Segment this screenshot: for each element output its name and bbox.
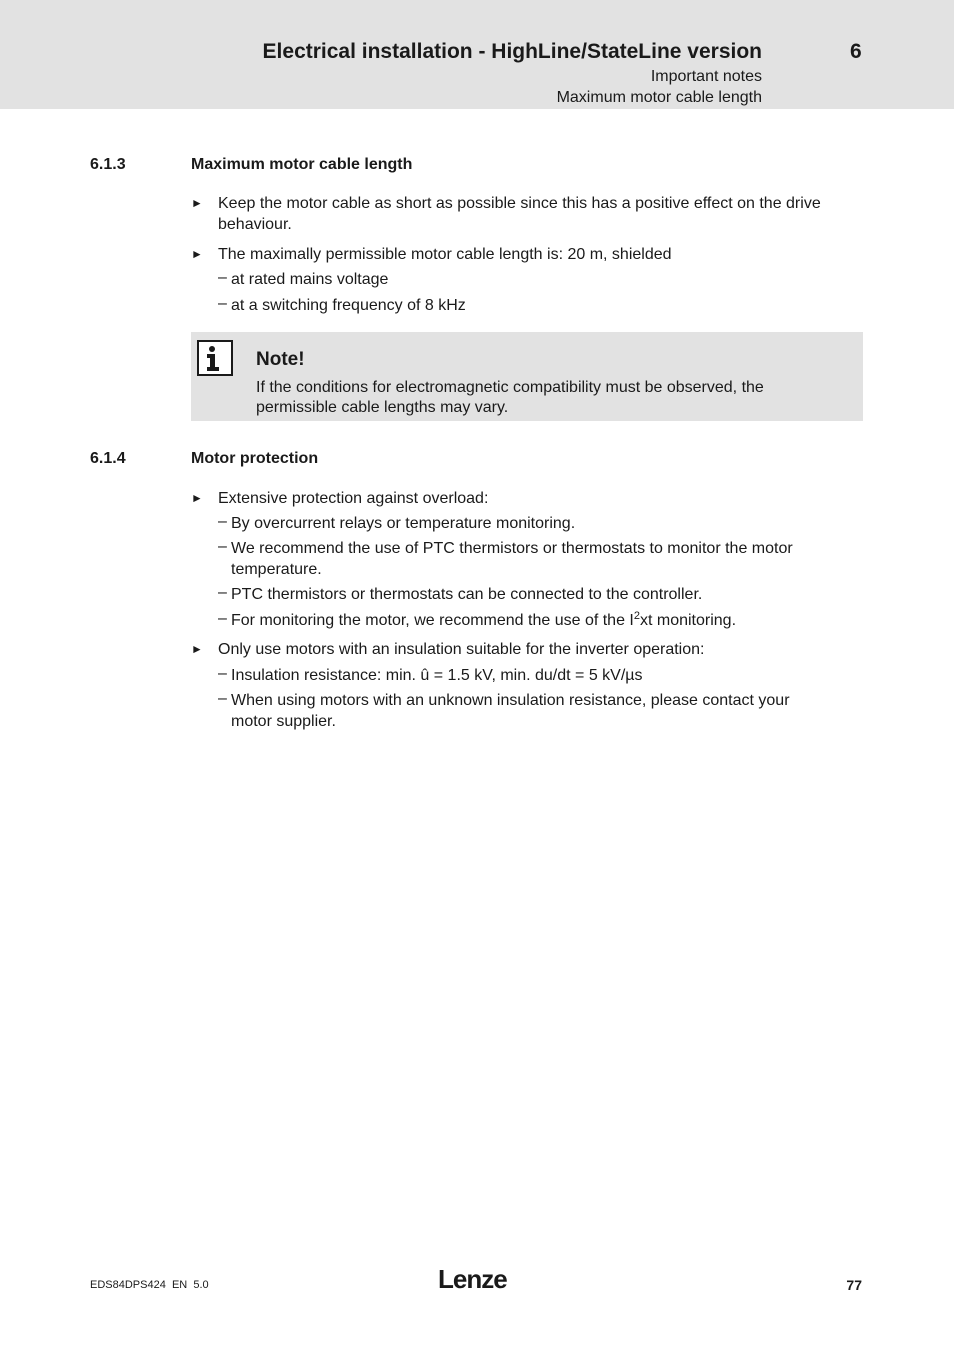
bullet-icon: ►	[191, 642, 203, 656]
bullet-icon: ►	[191, 247, 203, 261]
bullet-icon: ►	[191, 196, 203, 210]
bullet-text: The maximally permissible motor cable length is: 20 m, shielded	[218, 246, 672, 263]
section-title: Motor protection	[191, 450, 319, 467]
dash-item: at a switching frequency of 8 kHz	[231, 297, 466, 314]
page-header	[0, 0, 954, 109]
dash-mark: –	[218, 295, 227, 312]
chapter-number: 6	[850, 40, 862, 63]
note-box	[191, 332, 863, 421]
doc-id: EDS84DPS424	[90, 1279, 166, 1291]
dash-line: We recommend the use of PTC thermistors or thermostats to monitor the motor	[231, 540, 793, 557]
info-icon-glyph	[199, 342, 231, 374]
bullet-line: behaviour.	[218, 216, 292, 233]
header-title: Electrical installation - HighLine/StateLine version	[262, 40, 762, 63]
dash-mark: –	[218, 538, 227, 555]
note-line: permissible cable lengths may vary.	[256, 399, 509, 416]
dash-item	[231, 690, 861, 732]
bullet-icon: ►	[191, 491, 203, 505]
doc-version: 5.0	[193, 1279, 209, 1291]
dash-mark: –	[218, 269, 227, 286]
section-number: 6.1.4	[90, 450, 126, 467]
dash-mark: –	[218, 584, 227, 601]
footer-document-id	[90, 1279, 209, 1291]
dash-mark: –	[218, 610, 227, 627]
dash-line: motor supplier.	[231, 713, 336, 730]
dash-mark: –	[218, 665, 227, 682]
page-number: 77	[846, 1277, 862, 1293]
doc-language: EN	[171, 1279, 188, 1291]
dash-mark: –	[218, 690, 227, 707]
dash-mark: –	[218, 513, 227, 530]
dash-line: temperature.	[231, 561, 322, 578]
dash-text-post: xt monitoring.	[639, 612, 737, 629]
dash-text-pre: For monitoring the motor, we recommend the use of the I	[231, 612, 634, 629]
note-line: If the conditions for electromagnetic compatibility must be observed, the	[256, 379, 764, 396]
note-text	[256, 378, 846, 418]
superscript: 2	[633, 610, 640, 622]
section-number: 6.1.3	[90, 156, 126, 173]
dash-line: When using motors with an unknown insulation resistance, please contact your	[231, 692, 790, 709]
lenze-logo: Lenze	[438, 1264, 507, 1294]
bullet-line: Keep the motor cable as short as possible since this has a positive effect on the drive	[218, 195, 821, 212]
bullet-text: Only use motors with an insulation suitable for the inverter operation:	[218, 641, 705, 658]
dash-item	[231, 538, 861, 580]
header-subtitle-1: Important notes	[650, 68, 762, 85]
header-subtitle-2: Maximum motor cable length	[556, 89, 762, 106]
bullet-text: Extensive protection against overload:	[218, 490, 489, 507]
dash-item: By overcurrent relays or temperature monitoring.	[231, 515, 576, 532]
note-title: Note!	[256, 349, 305, 370]
info-icon	[197, 340, 233, 376]
dash-item	[231, 610, 861, 633]
dash-item: at rated mains voltage	[231, 271, 389, 288]
dash-item: PTC thermistors or thermostats can be connected to the controller.	[231, 586, 703, 603]
bullet-text	[218, 193, 863, 235]
section-title: Maximum motor cable length	[191, 156, 413, 173]
dash-item: Insulation resistance: min. û = 1.5 kV, min. du/dt = 5 kV/µs	[231, 667, 643, 684]
